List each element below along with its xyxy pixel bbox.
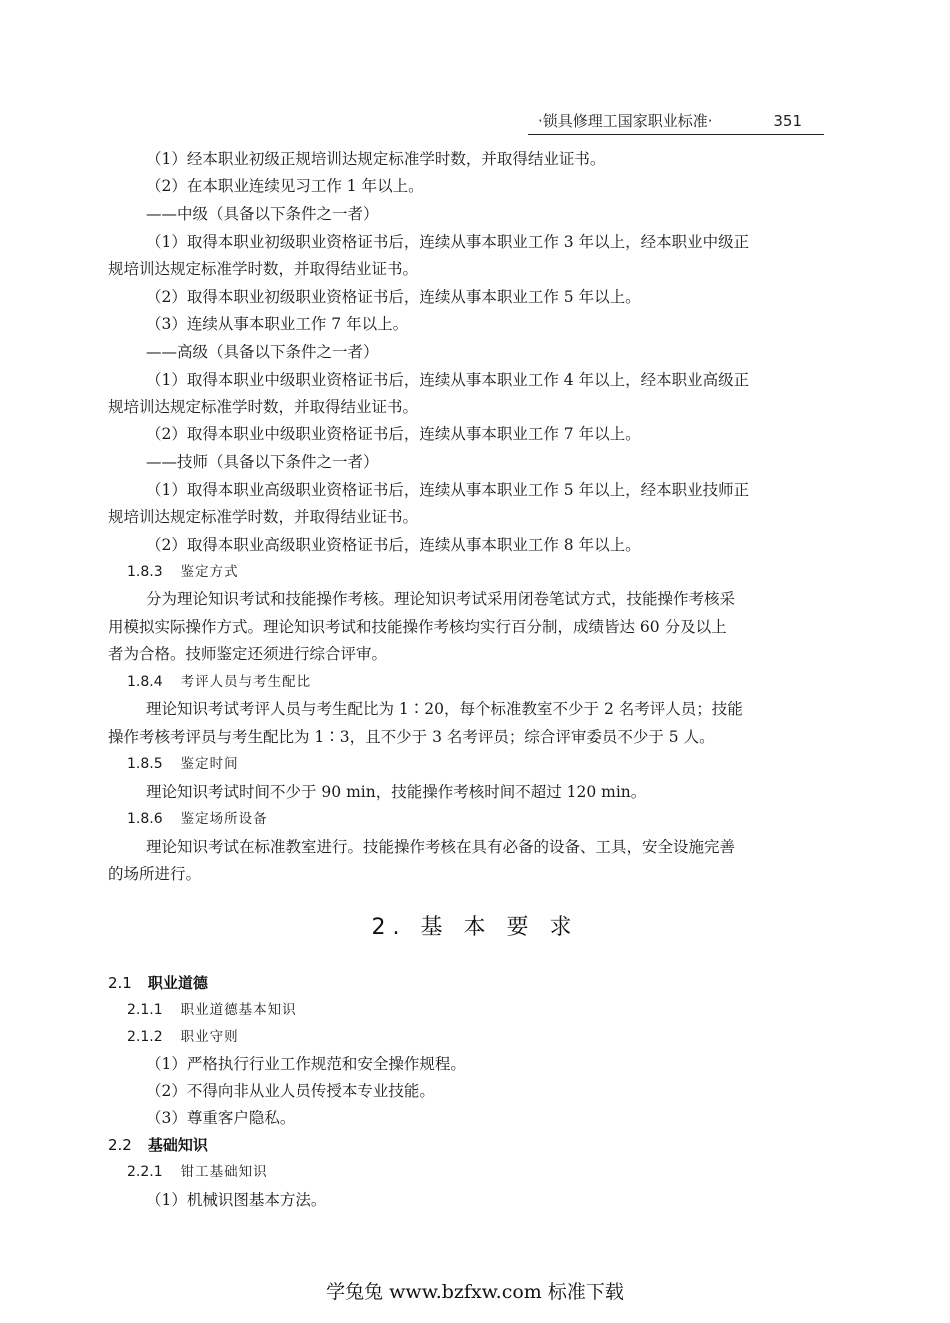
subsection-heading: [127, 1027, 239, 1047]
list-item: （3）连续从事本职业工作 7 年以上。: [146, 315, 409, 333]
paragraph-line: 操作考核考评员与考生配比为 1∶3，且不少于 3 名考评员；综合评审委员不少于 5 人。: [108, 728, 715, 746]
subsection-number: 2.1.2: [127, 1029, 163, 1045]
subsection-title: 钳工基础知识: [180, 1164, 268, 1180]
subsection-heading: [127, 1000, 297, 1020]
list-item: （2）不得向非从业人员传授本专业技能。: [146, 1082, 435, 1100]
paragraph-line: 分为理论知识考试和技能操作考核。理论知识考试采用闭卷笔试方式，技能操作考核采: [146, 590, 736, 608]
list-item-continued: 规培训达规定标准学时数，并取得结业证书。: [108, 508, 419, 526]
subsection-heading: [127, 562, 239, 582]
paragraph-line: 用模拟实际操作方式。理论知识考试和技能操作考核均实行百分制，成绩皆达 60 分及以上: [108, 618, 727, 636]
list-item: （2）取得本职业初级职业资格证书后，连续从事本职业工作 5 年以上。: [146, 288, 641, 306]
section-number: 2.2: [108, 1136, 132, 1154]
section-heading: [108, 1135, 208, 1155]
paragraph-line: 理论知识考试在标准教室进行。技能操作考核在具有必备的设备、工具，安全设施完善: [146, 838, 736, 856]
subsection-number: 1.8.5: [127, 756, 163, 772]
subsection-number: 2.2.1: [127, 1164, 163, 1180]
list-item: （1）取得本职业中级职业资格证书后，连续从事本职业工作 4 年以上，经本职业高级正: [146, 371, 750, 389]
paragraph-line: 理论知识考试考评人员与考生配比为 1∶20，每个标准教室不少于 2 名考评人员；技能: [146, 700, 743, 718]
subsection-heading: [127, 1162, 268, 1182]
list-item: （1）经本职业初级正规培训达规定标准学时数，并取得结业证书。: [146, 150, 606, 168]
subsection-title: 鉴定方式: [180, 564, 239, 580]
section-title: 基础知识: [147, 1136, 208, 1154]
level-heading: ——高级（具备以下条件之一者）: [146, 343, 379, 361]
level-heading: ——技师（具备以下条件之一者）: [146, 453, 379, 471]
chapter-title: 2. 基 本 要 求: [371, 915, 579, 940]
subsection-number: 2.1.1: [127, 1002, 163, 1018]
section-title: 职业道德: [147, 974, 208, 992]
list-item: （1）取得本职业初级职业资格证书后，连续从事本职业工作 3 年以上，经本职业中级正: [146, 233, 750, 251]
subsection-heading: [127, 754, 239, 774]
paragraph-line: 者为合格。技师鉴定还须进行综合评审。: [108, 645, 388, 663]
subsection-number: 1.8.4: [127, 674, 163, 690]
list-item: （1）严格执行行业工作规范和安全操作规程。: [146, 1055, 466, 1073]
section-heading: [108, 973, 208, 993]
subsection-heading: [127, 672, 311, 692]
list-item: （2）在本职业连续见习工作 1 年以上。: [146, 177, 424, 195]
subsection-number: 1.8.3: [127, 564, 163, 580]
subsection-title: 鉴定时间: [180, 756, 239, 772]
paragraph-line: 理论知识考试时间不少于 90 min，技能操作考核时间不超过 120 min。: [146, 783, 647, 801]
subsection-title: 鉴定场所设备: [180, 811, 268, 827]
subsection-title: 职业道德基本知识: [180, 1002, 297, 1018]
running-header: [528, 108, 824, 135]
section-number: 2.1: [108, 974, 132, 992]
list-item: （2）取得本职业高级职业资格证书后，连续从事本职业工作 8 年以上。: [146, 536, 641, 554]
level-heading: ——中级（具备以下条件之一者）: [146, 205, 379, 223]
footer-watermark: 学兔兔 www.bzfxw.com 标准下载: [326, 1281, 624, 1303]
subsection-number: 1.8.6: [127, 811, 163, 827]
subsection-title: 职业守则: [180, 1029, 239, 1045]
page-number: 351: [773, 112, 802, 130]
list-item-continued: 规培训达规定标准学时数，并取得结业证书。: [108, 260, 419, 278]
list-item-continued: 规培训达规定标准学时数，并取得结业证书。: [108, 398, 419, 416]
header-title: ·锁具修理工国家职业标准·: [538, 112, 713, 130]
list-item: （1）机械识图基本方法。: [146, 1191, 327, 1209]
subsection-heading: [127, 809, 268, 829]
list-item: （3）尊重客户隐私。: [146, 1109, 296, 1127]
list-item: （1）取得本职业高级职业资格证书后，连续从事本职业工作 5 年以上，经本职业技师正: [146, 481, 750, 499]
subsection-title: 考评人员与考生配比: [180, 674, 312, 690]
list-item: （2）取得本职业中级职业资格证书后，连续从事本职业工作 7 年以上。: [146, 425, 641, 443]
paragraph-line: 的场所进行。: [108, 865, 202, 883]
